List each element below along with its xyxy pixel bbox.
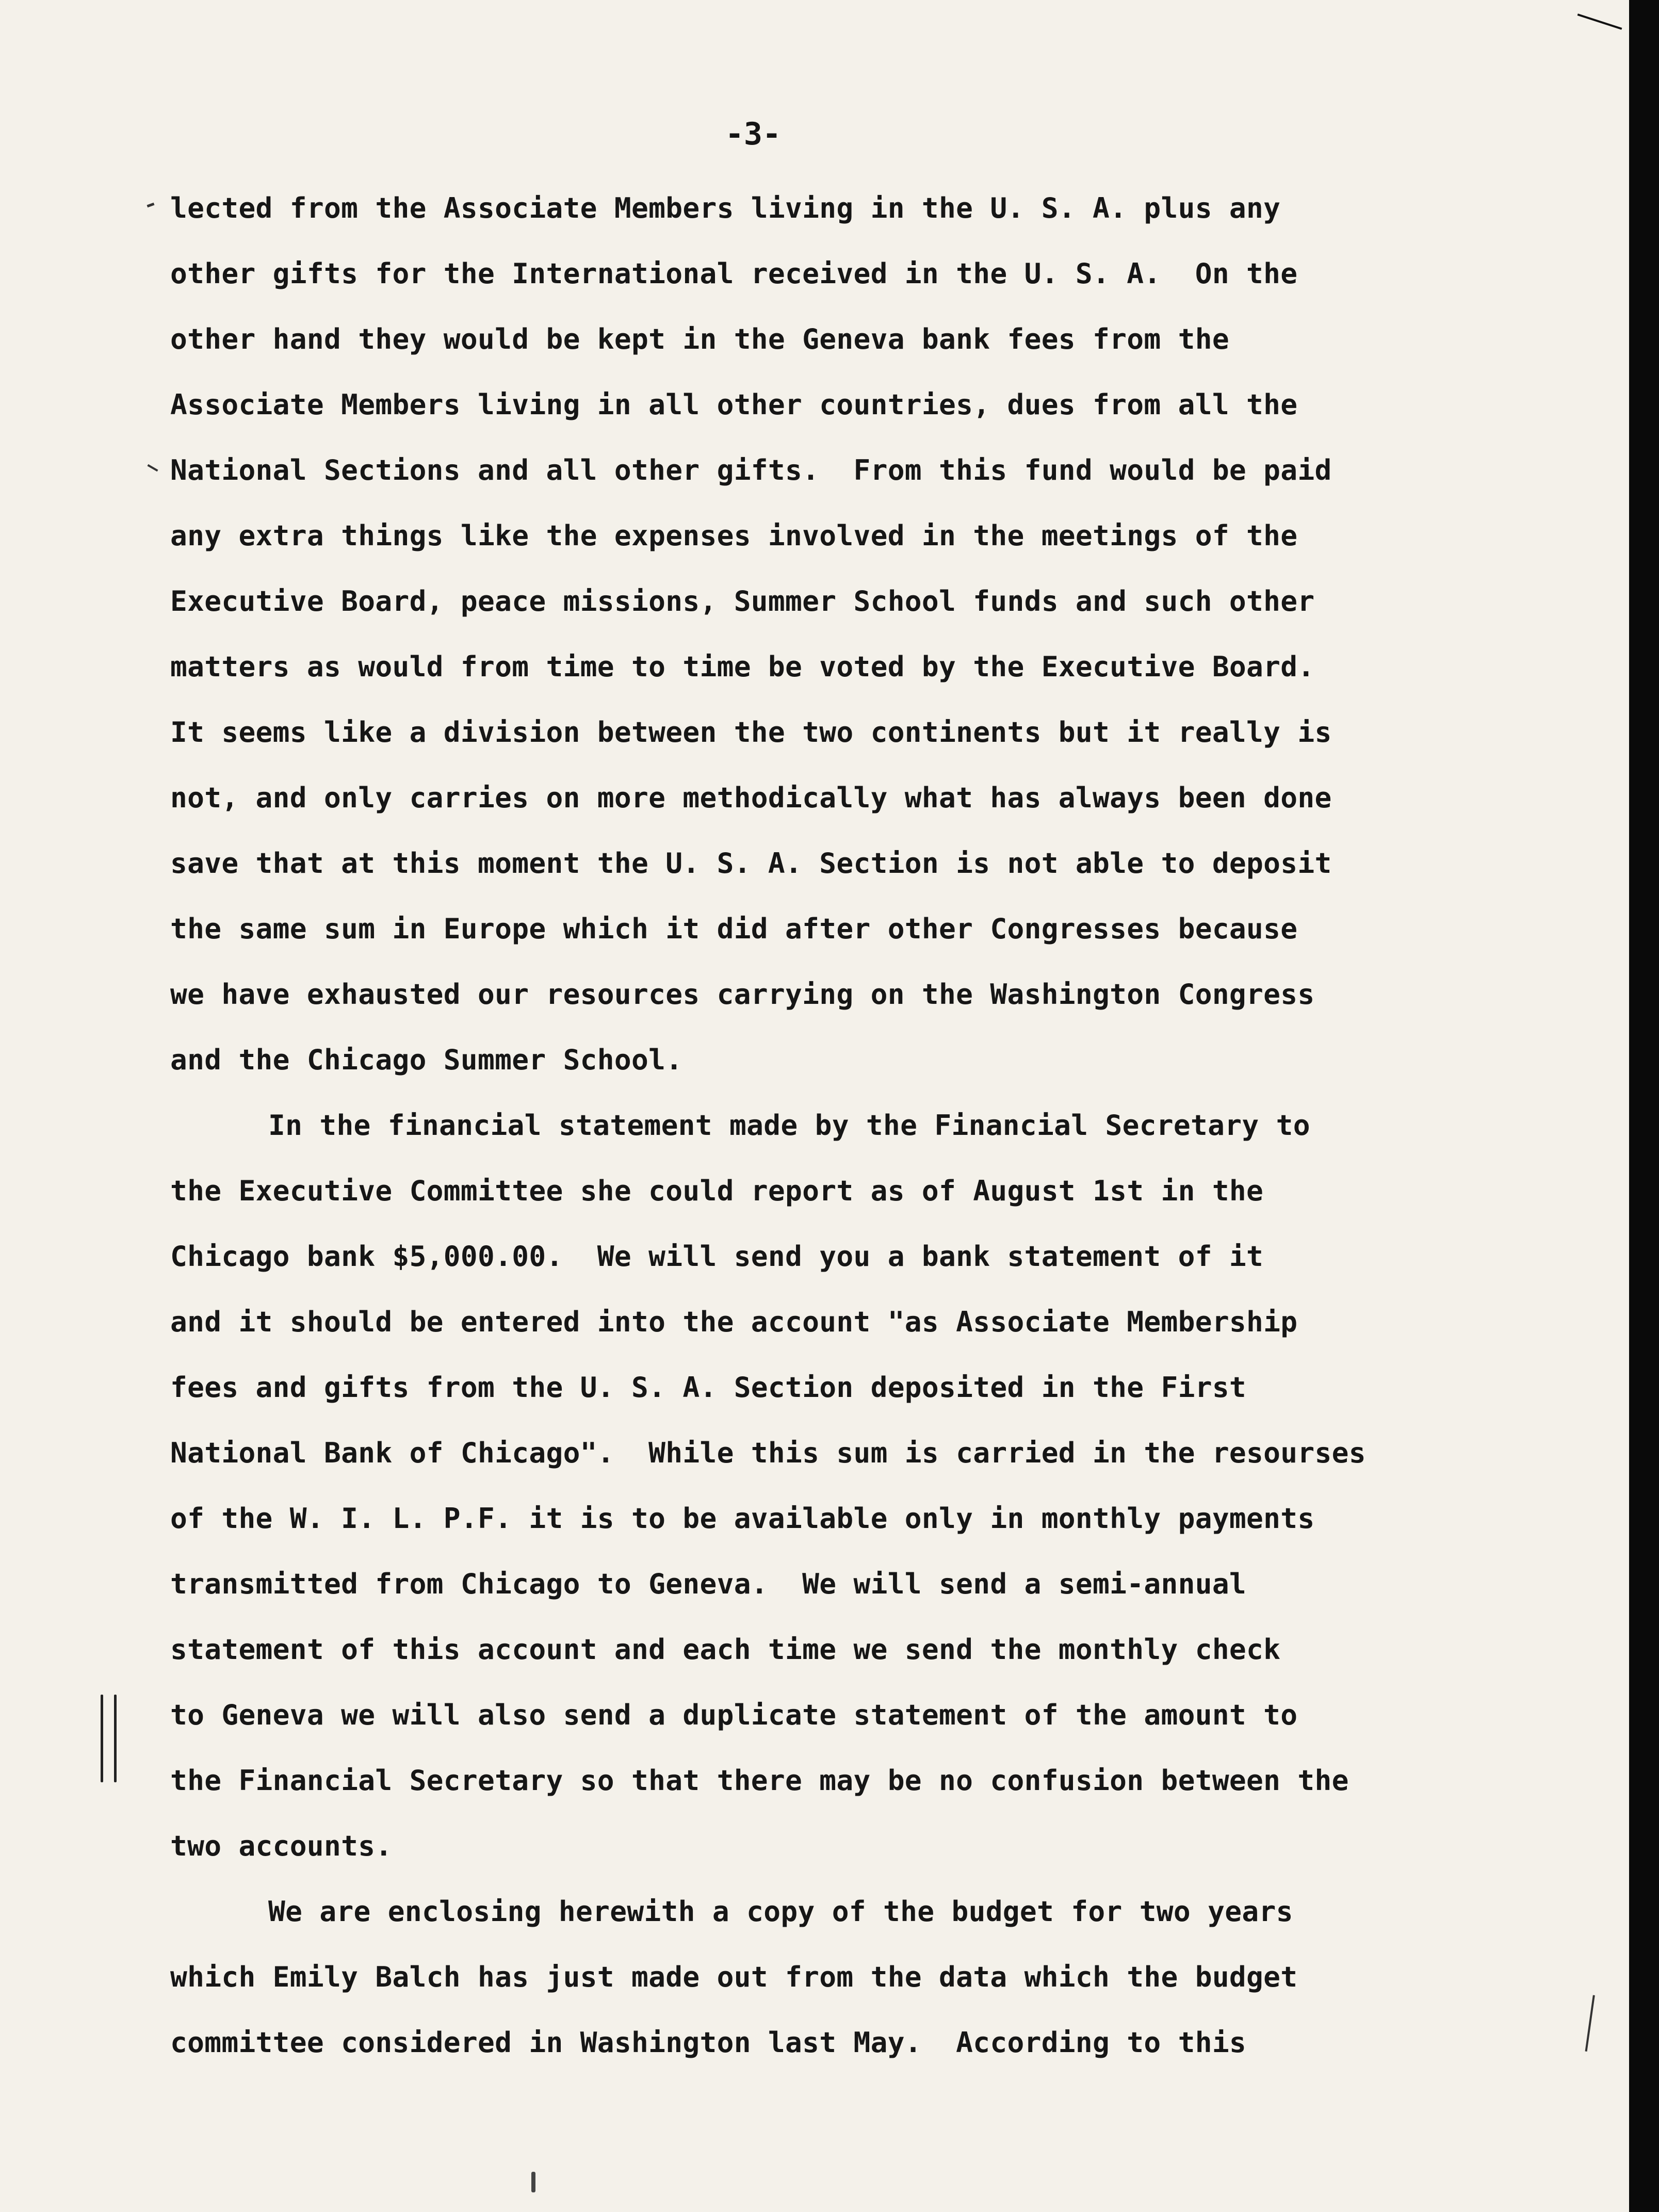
text-line: other gifts for the International received in the U. S. A. On the — [170, 257, 1298, 290]
text-line: two accounts. — [170, 1829, 393, 1862]
text-line: committee considered in Washington last May. According to this — [170, 2026, 1247, 2059]
letter-body — [170, 175, 1532, 2075]
text-line: National Bank of Chicago". While this sum is carried in the resourses — [170, 1436, 1366, 1469]
text-line: the Financial Secretary so that there may be no confusion between the — [170, 1764, 1349, 1797]
text-line: and the Chicago Summer School. — [170, 1043, 683, 1076]
text-line: not, and only carries on more methodically what has always been done — [170, 781, 1332, 814]
text-line: the same sum in Europe which it did after other Congresses because — [170, 912, 1298, 945]
paragraph-3 — [170, 1879, 1532, 2075]
text-line: statement of this account and each time we send the monthly check — [170, 1633, 1281, 1666]
text-line: any extra things like the expenses involved in the meetings of the — [170, 519, 1298, 552]
text-line: save that at this moment the U. S. A. Section is not able to deposit — [170, 847, 1332, 880]
text-line: Associate Members living in all other countries, dues from all the — [170, 388, 1298, 421]
margin-line — [101, 1695, 103, 1782]
text-line: we have exhausted our resources carrying on the Washington Congress — [170, 978, 1315, 1011]
text-line: National Sections and all other gifts. From this fund would be paid — [170, 453, 1332, 486]
edge-pen-mark — [1585, 1995, 1616, 2054]
text-line: of the W. I. L. P.F. it is to be available only in monthly payments — [170, 1502, 1315, 1535]
text-line: and it should be entered into the account "as Associate Membership — [170, 1305, 1298, 1338]
text-line: It seems like a division between the two continents but it really is — [170, 715, 1332, 749]
margin-tick-mark — [147, 464, 158, 471]
margin-line — [114, 1695, 117, 1782]
text-line: matters as would from time to time be voted by the Executive Board. — [170, 650, 1315, 683]
text-line: fees and gifts from the U. S. A. Section deposited in the First — [170, 1371, 1247, 1404]
text-line: In the financial statement made by the Financial Secretary to — [268, 1109, 1310, 1142]
paragraph-2 — [170, 1093, 1532, 1879]
text-line: transmitted from Chicago to Geneva. We will send a semi-annual — [170, 1567, 1247, 1600]
margin-double-line-mark — [101, 1695, 121, 1782]
text-line: which Emily Balch has just made out from the data which the budget — [170, 1960, 1298, 1993]
text-line: other hand they would be kept in the Geneva bank fees from the — [170, 322, 1229, 355]
text-line: lected from the Associate Members living in the U. S. A. plus any — [170, 191, 1281, 224]
text-line: Chicago bank $5,000.00. We will send you a bank statement of it — [170, 1240, 1264, 1273]
margin-tick-mark — [147, 203, 155, 207]
text-line: to Geneva we will also send a duplicate statement of the amount to — [170, 1698, 1298, 1731]
text-line: the Executive Committee she could report as of August 1st in the — [170, 1174, 1264, 1207]
page-number: -3- — [725, 116, 782, 152]
text-line: We are enclosing herewith a copy of the budget for two years — [268, 1895, 1293, 1928]
bottom-mark — [531, 2172, 535, 2192]
text-line: Executive Board, peace missions, Summer School funds and such other — [170, 584, 1315, 617]
paragraph-1 — [170, 175, 1532, 1093]
scan-edge-shadow — [1629, 0, 1659, 2212]
